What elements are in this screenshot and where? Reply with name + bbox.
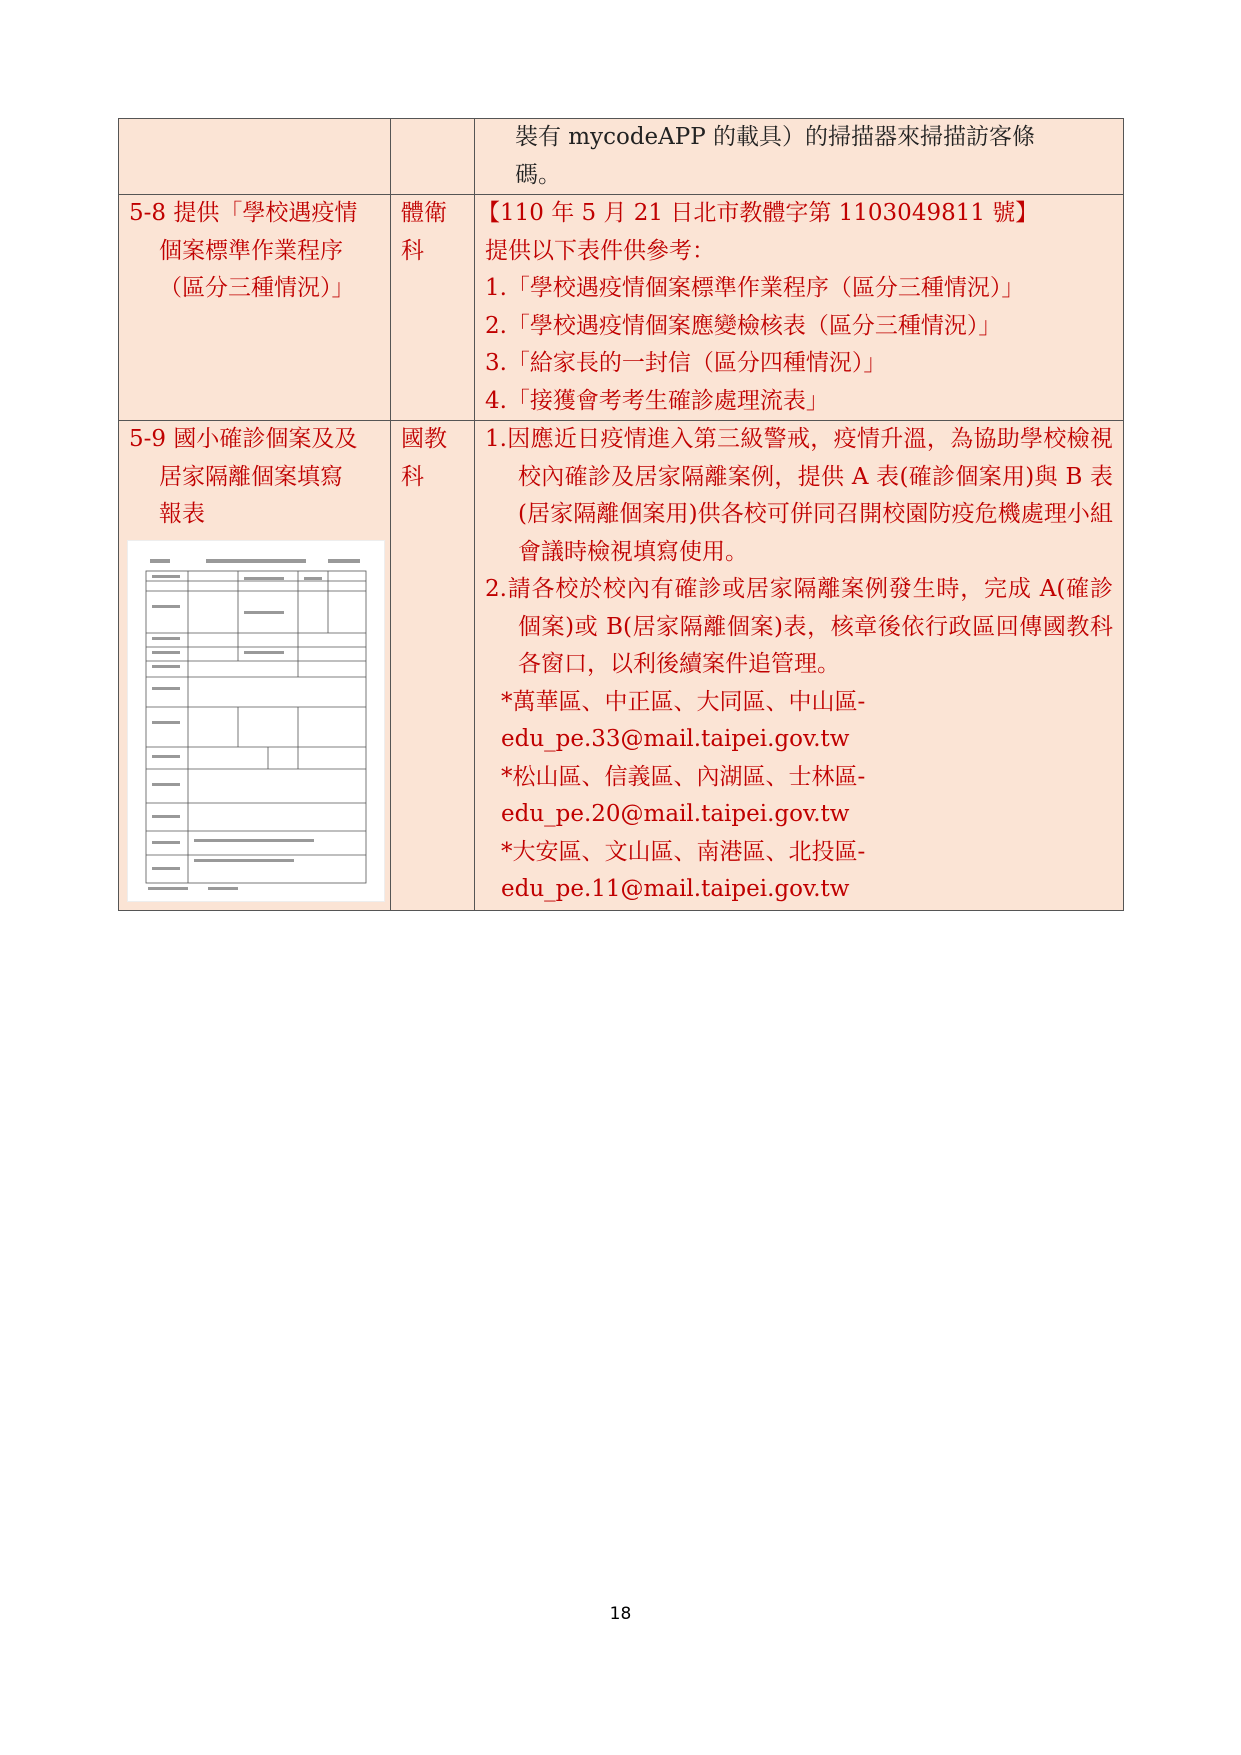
list-item: 3.「給家長的一封信（區分四種情況）」 [484, 350, 887, 376]
table-row [119, 421, 1124, 911]
item-cell [119, 421, 391, 911]
paragraph: 2.請各校於校內有確診或居家隔離案例發生時，完成 A(確診個案)或 B(居家隔離個案)表，核章後依行政區回傳國教科各窗口，以利後續案件追管理。 [484, 576, 1113, 677]
list-item: 1.「學校遇疫情個案標準作業程序（區分三種情況）」 [484, 275, 1025, 301]
content-cell [474, 119, 1123, 195]
district-email: edu_pe.11@mail.taipei.gov.tw [500, 876, 850, 902]
form-thumbnail [127, 540, 385, 902]
list-item: 4.「接獲會考考生確診處理流表」 [484, 387, 829, 414]
table-row [119, 195, 1124, 421]
dept-cell [390, 119, 474, 195]
district-areas: *大安區、文山區、南港區、北投區- [500, 838, 866, 865]
item-title-line: （區分三種情況）」 [159, 275, 355, 301]
district-areas: *松山區、信義區、內湖區、士林區- [500, 763, 866, 790]
reference-line: 【110 年 5 月 21 日北市教體字第 1103049811 號】 [476, 200, 1039, 226]
table-row [119, 119, 1124, 195]
district-areas: *萬華區、中正區、大同區、中山區- [500, 688, 866, 715]
list-item: 2.「學校遇疫情個案應變檢核表（區分三種情況）」 [484, 312, 1002, 339]
paragraph: 1.因應近日疫情進入第三級警戒，疫情升溫，為協助學校檢視校內確診及居家隔離案例，提供 A 表(確診個案用)與 B 表(居家隔離個案用)供各校可併同召開校園防疫危機處理小組會議時檢視填寫使用。 [484, 426, 1113, 565]
item-cell [119, 195, 391, 421]
page-number: 18 [609, 1604, 632, 1624]
dept-label: 國教科 [400, 426, 447, 490]
dept-label: 體衛科 [400, 200, 447, 264]
dept-cell [390, 421, 474, 911]
item-title-line: 居家隔離個案填寫 [159, 463, 343, 490]
content-line: 裝有 mycodeAPP 的載具）的掃描器來掃描訪客條 [514, 124, 1036, 150]
info-table [118, 118, 1124, 911]
content-line: 碼。 [514, 161, 561, 188]
item-title-line: 5-8 提供「學校遇疫情 [129, 200, 358, 226]
district-email: edu_pe.33@mail.taipei.gov.tw [500, 726, 850, 752]
item-cell [119, 119, 391, 195]
intro-line: 提供以下表件供參考： [484, 237, 715, 264]
form-thumbnail-drawing [128, 541, 384, 901]
content-cell [474, 421, 1123, 911]
district-email: edu_pe.20@mail.taipei.gov.tw [500, 801, 850, 827]
item-title-line: 個案標準作業程序 [159, 237, 343, 264]
dept-cell [390, 195, 474, 421]
item-title-line: 5-9 國小確診個案及及 [129, 426, 358, 452]
item-title-line: 報表 [159, 501, 205, 527]
content-cell [474, 195, 1123, 421]
